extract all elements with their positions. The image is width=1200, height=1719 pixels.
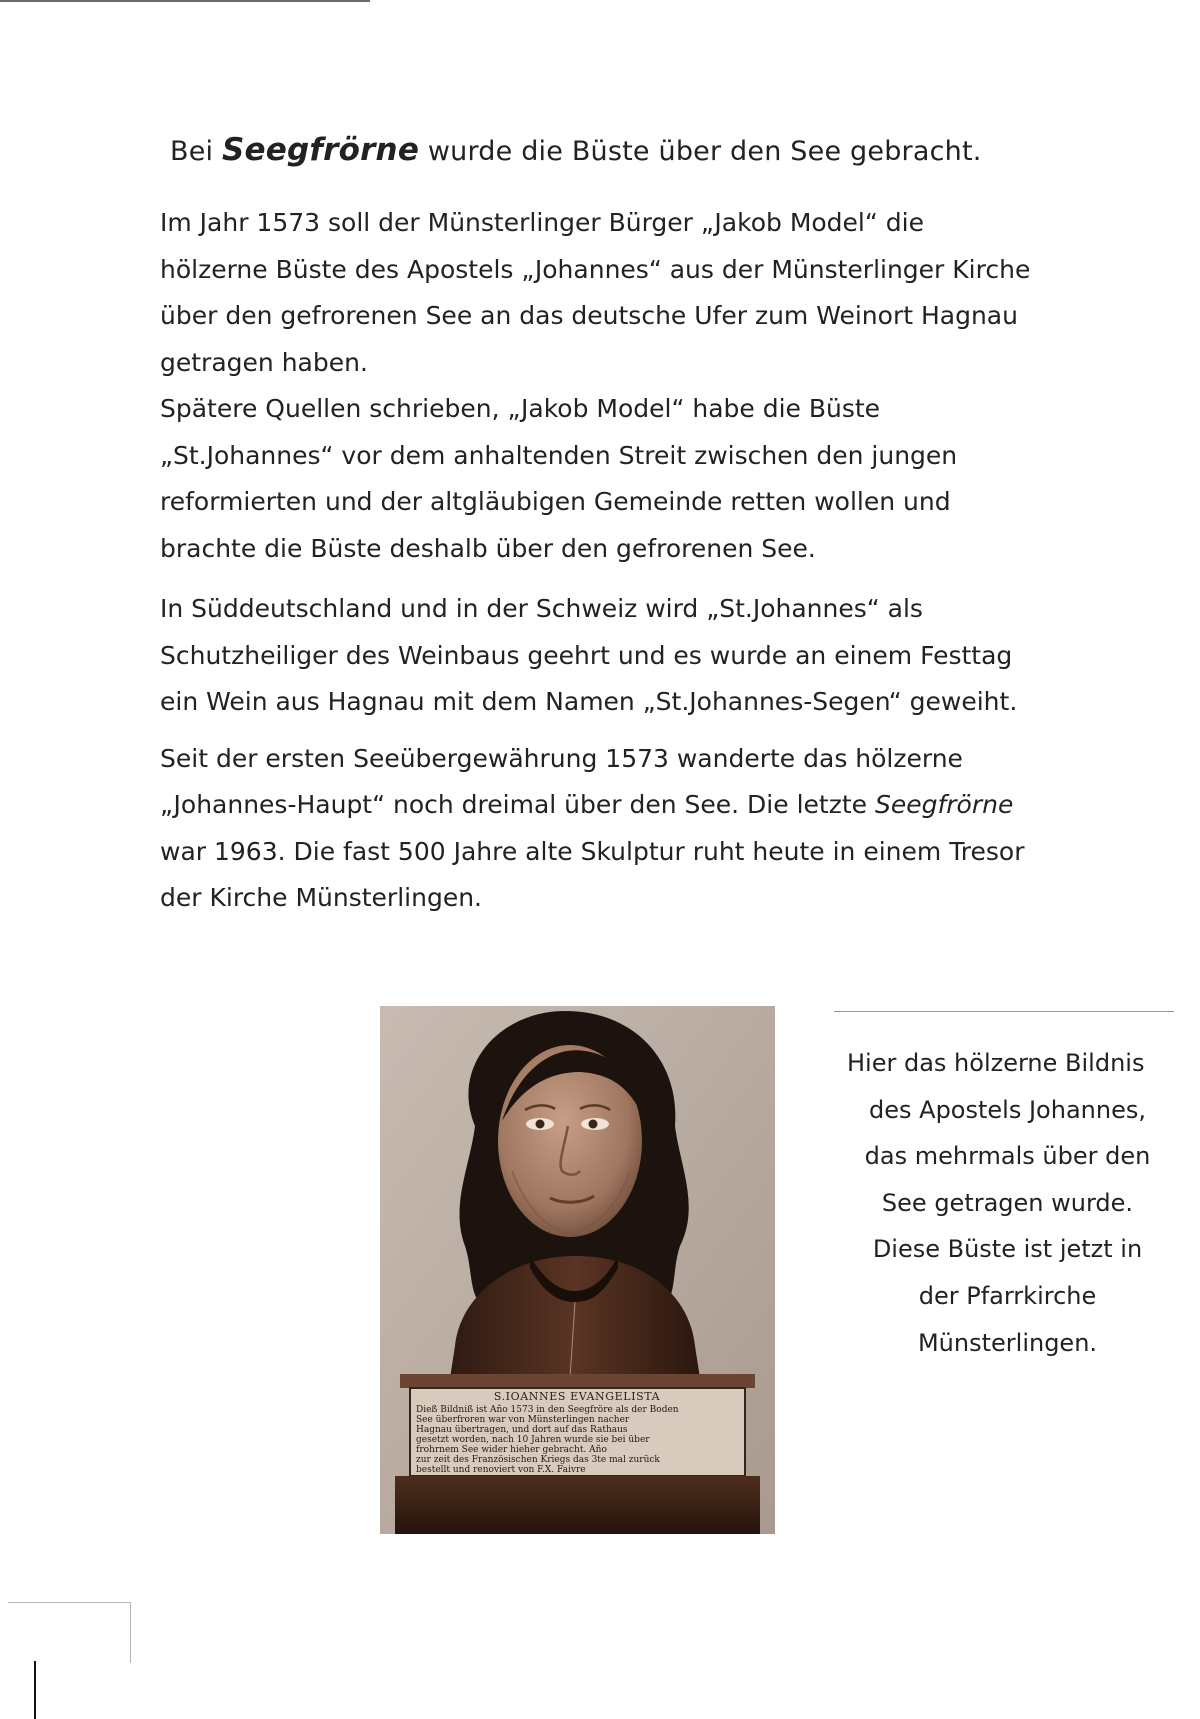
- inscription-line: zur zeit des Französischen Kriegs das 3te mal zurück: [416, 1455, 660, 1465]
- caption-line: des Apostels Johannes,: [869, 1095, 1146, 1124]
- pedestal-label: S.IOANNES EVANGELISTA: [493, 1390, 661, 1403]
- scan-edge-bar: [34, 1661, 36, 1719]
- plinth-base: [395, 1476, 760, 1534]
- inscription-line: gesetzt worden, nach 10 Jahren wurde sie bei über: [416, 1435, 650, 1445]
- bust-illustration: [380, 1006, 775, 1534]
- caption-line: Diese Büste ist jetzt in: [872, 1235, 1143, 1264]
- text-line: brachte die Büste deshalb über den gefrorenen See.: [160, 533, 816, 563]
- text-line: getragen haben.: [160, 347, 368, 377]
- caption-line: der Pfarrkirche: [918, 1281, 1097, 1310]
- body-text: [160, 200, 1120, 922]
- text-line: [160, 782, 1120, 829]
- caption-rule: [834, 1011, 1174, 1012]
- text-line: reformierten und der altgläubigen Gemeinde retten wollen und: [160, 487, 951, 516]
- title-post: wurde die Büste über den See gebracht.: [419, 136, 982, 167]
- inscription-line: See überfroren war von Münsterlingen nacher: [416, 1415, 630, 1425]
- top-edge-rule: [0, 0, 370, 2]
- caption-line: das mehrmals über den: [864, 1142, 1151, 1171]
- title-emphasis: Seegfrörne: [222, 132, 420, 168]
- text-line-part: „Johannes-Haupt“ noch dreimal über den See. Die letzte: [160, 790, 875, 819]
- text-line: Seit der ersten Seeübergewährung 1573 wanderte das hölzerne: [160, 743, 963, 773]
- text-line: über den gefrorenen See an das deutsche Ufer zum Weinort Hagnau: [160, 301, 1018, 330]
- bust-photo: [380, 1006, 775, 1534]
- text-line: Im Jahr 1573 soll der Münsterlinger Bürger „Jakob Model“ die: [160, 208, 924, 237]
- text-line: Schutzheiliger des Weinbaus geehrt und es wurde an einem Festtag: [160, 640, 1013, 670]
- caption-line: See getragen wurde.: [881, 1188, 1134, 1217]
- caption-line: Hier das hölzerne Bildnis: [847, 1049, 1145, 1077]
- text-line: „St.Johannes“ vor dem anhaltenden Streit zwischen den jungen: [160, 440, 958, 470]
- inscription-line: Dieß Bildniß ist Año 1573 in den Seegfröre als der Boden: [416, 1405, 679, 1415]
- italic-term: Seegfrörne: [874, 790, 1014, 819]
- text-line: ein Wein aus Hagnau mit dem Namen „St.Johannes-Segen“ geweiht.: [160, 687, 1018, 716]
- text-line: der Kirche Münsterlingen.: [160, 883, 482, 912]
- text-line: In Süddeutschland und in der Schweiz wird „St.Johannes“ als: [160, 594, 923, 623]
- plinth-top: [400, 1374, 755, 1388]
- scan-corner-box: [8, 1602, 131, 1663]
- title-pre: Bei: [170, 136, 223, 167]
- text-line: war 1963. Die fast 500 Jahre alte Skulptur ruht heute in einem Tresor: [160, 836, 1025, 866]
- paragraph-3: [160, 736, 1120, 922]
- paragraph-2: [160, 586, 1120, 726]
- text-line: hölzerne Büste des Apostels „Johannes“ aus der Münsterlinger Kirche: [160, 254, 1031, 284]
- paragraph-1: [160, 200, 1120, 572]
- inscription-line: bestellt und renoviert von F.X. Faivre: [416, 1465, 586, 1475]
- photo-caption: [840, 1040, 1175, 1366]
- page-title: [170, 130, 982, 172]
- inscription-line: frohrnem See wider hieher gebracht. Año: [416, 1445, 607, 1455]
- inscription-line: Hagnau übertragen, und dort auf das Rathaus: [416, 1425, 628, 1435]
- text-line: Spätere Quellen schrieben, „Jakob Model“ habe die Büste: [160, 394, 881, 423]
- caption-line: Münsterlingen.: [917, 1328, 1098, 1357]
